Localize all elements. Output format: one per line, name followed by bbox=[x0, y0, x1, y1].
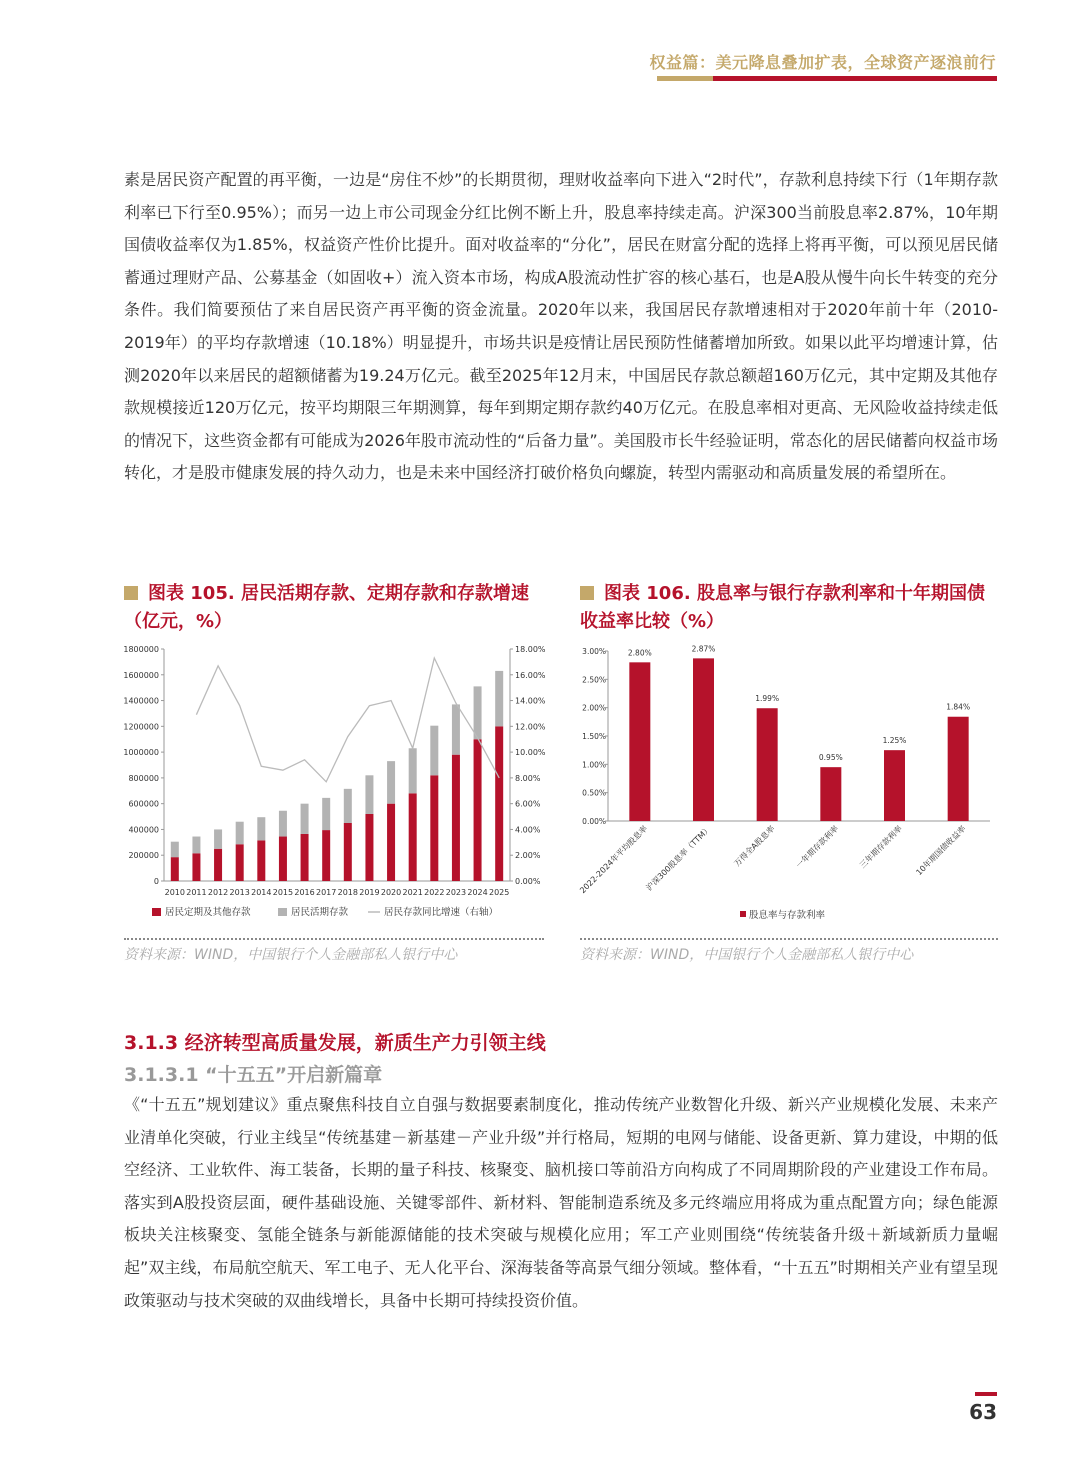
bar-time-deposit bbox=[344, 823, 352, 881]
x-tick-label: 2017 bbox=[316, 888, 337, 897]
y-tick-label: 800000 bbox=[128, 773, 159, 783]
header-bar bbox=[657, 76, 997, 81]
chart106-divider bbox=[580, 938, 998, 940]
bar-time-deposit bbox=[236, 844, 244, 881]
x-tick-label: 2018 bbox=[337, 888, 358, 897]
bar-time-deposit bbox=[171, 857, 179, 881]
legend-swatch-yield bbox=[740, 911, 746, 917]
y-tick-label: 600000 bbox=[128, 799, 159, 809]
x-tick-label: 2011 bbox=[186, 888, 207, 897]
page-number-bar bbox=[975, 1392, 997, 1396]
bar-time-deposit bbox=[279, 837, 287, 881]
y2-tick-label: 10.00% bbox=[515, 748, 546, 758]
y-tick-label: 1000000 bbox=[123, 748, 159, 758]
chart106-title bbox=[580, 580, 1010, 636]
y-tick-label: 0.00% bbox=[582, 817, 606, 826]
bar-data-label: 1.25% bbox=[882, 736, 907, 746]
bar-demand-deposit bbox=[495, 671, 503, 726]
bar-demand-deposit bbox=[322, 798, 330, 830]
chart105-divider bbox=[124, 938, 544, 940]
chart105-source: 资料来源：WIND，中国银行个人金融部私人银行中心 bbox=[124, 947, 458, 963]
bar-demand-deposit bbox=[474, 686, 482, 739]
bar-time-deposit bbox=[495, 726, 503, 881]
x-tick-label: 2020 bbox=[380, 888, 402, 897]
bar-time-deposit bbox=[301, 834, 309, 881]
y2-tick-label: 2.00% bbox=[515, 851, 541, 861]
x-tick-label: 一年期存款利率 bbox=[794, 824, 841, 871]
bar-data-label: 1.84% bbox=[946, 702, 971, 712]
x-tick-label: 2023 bbox=[445, 888, 467, 897]
x-tick-label: 沪深300股息率（TTM） bbox=[644, 824, 713, 893]
bar-demand-deposit bbox=[365, 775, 373, 814]
y-tick-label: 400000 bbox=[128, 825, 159, 835]
bar-demand-deposit bbox=[344, 789, 352, 823]
y-tick-label: 1600000 bbox=[123, 670, 159, 680]
bar-time-deposit bbox=[365, 814, 373, 881]
bar-yield bbox=[884, 750, 905, 821]
x-tick-label: 2013 bbox=[229, 888, 250, 897]
section-heading: 3.1.3 经济转型高质量发展，新质生产力引领主线 bbox=[124, 1032, 546, 1054]
y2-tick-label: 6.00% bbox=[515, 799, 541, 809]
legend-swatch-demand-deposit bbox=[278, 908, 287, 916]
legend-label-growth: 居民存款同比增速（右轴） bbox=[384, 907, 499, 918]
y-tick-label: 0.50% bbox=[582, 788, 606, 798]
bar-demand-deposit bbox=[452, 704, 460, 754]
x-tick-label: 2022 bbox=[424, 888, 445, 897]
title-square-icon bbox=[124, 586, 138, 600]
x-tick-label: 万得全A股息率 bbox=[732, 824, 777, 869]
bar-demand-deposit bbox=[236, 822, 244, 845]
x-tick-label: 10年期国债收益率 bbox=[914, 824, 968, 878]
y2-tick-label: 12.00% bbox=[515, 722, 546, 732]
chart105-deposits-chart bbox=[120, 640, 550, 930]
x-tick-label: 2025 bbox=[489, 888, 510, 897]
y-tick-label: 1200000 bbox=[123, 722, 159, 732]
bar-demand-deposit bbox=[257, 817, 265, 840]
chart106-title-line2: 收益率比较（%） bbox=[580, 611, 725, 632]
body-paragraph: 素是居民资产配置的再平衡，一边是“房住不炒”的长期贯彻，理财收益率向下进入“2时代”，存款利息持续下行（1年期存款利率已下行至0.95%）；而另一边上市公司现金分红比例不断上升，股息率持续走高。沪深300当前股息率2.87%，10年期国债收益率仅为1.85%，权益资产性价比提升。面对收益率的“分化”，居民在财富分配的选择上将再平衡，可以预见居民储蓄通过理财产品、公募基金（如固收+）流入资本市场，构成A股流动性扩容的核心基石，也是A股从慢牛向长牛转变的充分条件。我们简要预估了来自居民资产再平衡的资金流量。2020年以来，我国居民存款增速相对于2020年前十年（2010-2019年）的平均存款增速（10.18%）明显提升，市场共识是疫情让居民预防性储蓄增加所致。如果以此平均增速计算，估测2020年以来居民的超额储蓄为19.24万亿元。截至2025年12月末，中国居民存款总额超160万亿元，其中定期及其他存款规模接近120万亿元，按平均期限三年期测算，每年到期定期存款约40万亿元。在股息率相对更高、无风险收益持续走低的情况下，这些资金都有可能成为2026年股市流动性的“后备力量”。美国股市长牛经验证明，常态化的居民储蓄向权益市场转化，才是股市健康发展的持久动力，也是未来中国经济打破价格负向螺旋，转型内需驱动和高质量发展的希望所在。 bbox=[124, 170, 998, 483]
y2-tick-label: 18.00% bbox=[515, 645, 546, 654]
bar-demand-deposit bbox=[430, 726, 438, 776]
bar-data-label: 2.80% bbox=[627, 648, 652, 658]
legend-label-time-deposit: 居民定期及其他存款 bbox=[165, 907, 251, 918]
y-tick-label: 0 bbox=[153, 877, 159, 886]
legend-label-yield: 股息率与存款利率 bbox=[749, 910, 826, 921]
bar-time-deposit bbox=[430, 775, 438, 881]
bar-yield bbox=[820, 767, 841, 821]
bar-time-deposit bbox=[322, 830, 330, 881]
section-subheading: 3.1.3.1 “十五五”开启新篇章 bbox=[124, 1064, 383, 1086]
bar-time-deposit bbox=[192, 853, 200, 881]
x-tick-label: 三年期存款利率 bbox=[857, 824, 904, 871]
bar-data-label: 0.95% bbox=[818, 753, 843, 763]
bar-demand-deposit bbox=[301, 804, 309, 834]
bar-demand-deposit bbox=[387, 761, 395, 804]
x-tick-label: 2014 bbox=[251, 888, 272, 897]
y-tick-label: 1.50% bbox=[582, 732, 606, 741]
bar-yield bbox=[693, 658, 714, 821]
bar-demand-deposit bbox=[214, 829, 222, 848]
x-tick-label: 2024 bbox=[467, 888, 488, 897]
bar-data-label: 1.99% bbox=[755, 694, 780, 704]
x-tick-label: 2010 bbox=[164, 888, 185, 897]
section-paragraph: 《“十五五”规划建议》重点聚焦科技自立自强与数据要素制度化，推动传统产业数智化升级、新兴产业规模化发展、未来产业清单化突破，行业主线呈“传统基建－新基建－产业升级”并行格局，短期的电网与储能、设备更新、算力建设，中期的低空经济、工业软件、海工装备，长期的量子科技、核聚变、脑机接口等前沿方向构成了不同周期阶段的产业建设工作布局。落实到A股投资层面，硬件基础设施、关键零部件、新材料、智能制造系统及多元终端应用将成为重点配置方向；绿色能源板块关注核聚变、氢能全链条与新能源储能的技术突破与规模化应用；军工产业则围绕“传统装备升级＋新域新质力量崛起”双主线，布局航空航天、军工电子、无人化平台、深海装备等高景气细分领域。整体看，“十五五”时期相关产业有望呈现政策驱动与技术突破的双曲线增长，具备中长期可持续投资价值。 bbox=[124, 1095, 998, 1310]
bar-data-label: 2.87% bbox=[691, 644, 716, 654]
y-tick-label: 2.50% bbox=[582, 675, 606, 685]
bar-time-deposit bbox=[214, 849, 222, 881]
bar-yield bbox=[757, 708, 778, 821]
legend-swatch-time-deposit bbox=[152, 908, 161, 916]
chart106-yield-chart bbox=[578, 640, 998, 930]
x-tick-label: 2012 bbox=[207, 888, 229, 897]
y-tick-label: 3.00% bbox=[582, 647, 606, 656]
y-tick-label: 1.00% bbox=[582, 760, 606, 770]
chart105-title-line1: 图表 105. 居民活期存款、定期存款和存款增速 bbox=[148, 583, 529, 604]
title-square-icon bbox=[580, 586, 594, 600]
y2-tick-label: 0.00% bbox=[515, 877, 541, 886]
bar-demand-deposit bbox=[171, 842, 179, 857]
header-title: 权益篇：美元降息叠加扩表，全球资产逐浪前行 bbox=[649, 53, 996, 72]
bar-yield bbox=[948, 717, 969, 821]
y-tick-label: 1800000 bbox=[123, 645, 159, 654]
bar-time-deposit bbox=[257, 840, 265, 881]
chart105-title bbox=[124, 580, 554, 636]
bar-yield bbox=[629, 662, 650, 821]
x-tick-label: 2015 bbox=[272, 888, 294, 897]
x-tick-label: 2016 bbox=[294, 888, 315, 897]
legend-label-demand-deposit: 居民活期存款 bbox=[291, 907, 349, 918]
bar-demand-deposit bbox=[409, 748, 417, 793]
bar-time-deposit bbox=[474, 739, 482, 881]
x-tick-label: 2021 bbox=[402, 888, 423, 897]
y2-tick-label: 16.00% bbox=[515, 670, 546, 680]
chart106-source: 资料来源：WIND，中国银行个人金融部私人银行中心 bbox=[580, 947, 914, 963]
x-tick-label: 2019 bbox=[359, 888, 380, 897]
bar-demand-deposit bbox=[192, 837, 200, 854]
page-number: 63 bbox=[969, 1400, 997, 1424]
y2-tick-label: 14.00% bbox=[515, 696, 546, 706]
bar-time-deposit bbox=[409, 793, 417, 881]
bar-time-deposit bbox=[452, 755, 460, 881]
y2-tick-label: 8.00% bbox=[515, 773, 541, 783]
y-tick-label: 200000 bbox=[128, 851, 159, 861]
chart106-title-line1: 图表 106. 股息率与银行存款利率和十年期国债 bbox=[604, 583, 985, 604]
x-tick-label: 2022-2024年平均股息率 bbox=[578, 824, 650, 896]
chart105-title-line2: （亿元，%） bbox=[124, 611, 233, 632]
y2-tick-label: 4.00% bbox=[515, 825, 541, 835]
y-tick-label: 1400000 bbox=[123, 696, 159, 706]
bar-time-deposit bbox=[387, 804, 395, 881]
y-tick-label: 2.00% bbox=[582, 703, 606, 713]
bar-demand-deposit bbox=[279, 811, 287, 837]
